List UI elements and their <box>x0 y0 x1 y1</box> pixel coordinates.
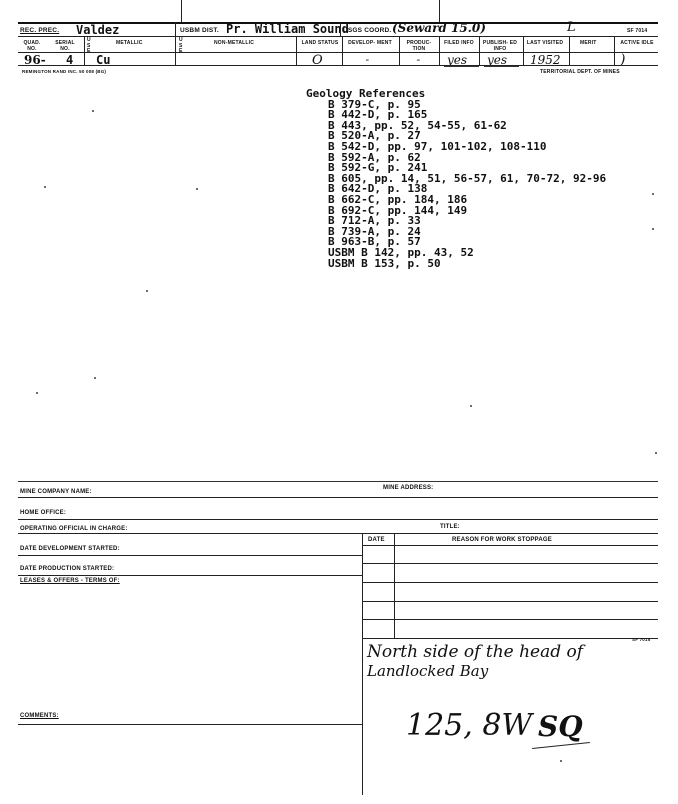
geology-references <box>306 89 606 269</box>
form-number-2: SF 7015 <box>632 637 651 642</box>
date-prod-line <box>18 575 362 576</box>
stoppage-bottom-line <box>362 638 658 639</box>
scan-speck <box>146 290 148 292</box>
scan-speck <box>652 228 654 230</box>
date-col-divider <box>394 533 395 638</box>
reference-item: B 592-G, p. 241 <box>328 161 428 175</box>
header-top-tick-1 <box>181 0 182 22</box>
scan-speck <box>36 392 38 394</box>
reference-item: B 442-D, p. 165 <box>328 108 428 122</box>
date-prod-label: DATE PRODUCTION STARTED: <box>20 566 115 572</box>
location-note-line2: Landlocked Bay <box>367 662 489 680</box>
stoppage-row-4 <box>362 619 658 620</box>
header-col-develop <box>342 36 343 65</box>
lower-mid-divider <box>362 533 363 795</box>
location-note-line1: North side of the head of <box>367 642 584 662</box>
date-dev-line <box>18 555 362 556</box>
header-row-2-line <box>18 52 658 53</box>
scan-speck <box>94 377 96 379</box>
home-office-label: HOME OFFICE: <box>20 510 67 516</box>
header-col-merit <box>569 36 570 65</box>
scan-speck <box>470 405 472 407</box>
last-visited-value: 1952 <box>530 53 561 67</box>
title-label: TITLE: <box>440 524 460 530</box>
usbm-dist-value: Pr. William Sound <box>226 22 349 36</box>
reference-item: B 692-C, pp. 144, 149 <box>328 203 468 217</box>
form-number: SF 7014 <box>627 28 648 34</box>
metallic-label: METALLIC <box>116 40 143 46</box>
usgs-coord-label: USGS COORD. <box>343 27 392 34</box>
usb-letters-1: U S E <box>87 37 91 54</box>
develop-value: - <box>364 53 371 66</box>
filed-info-label: FILED INFO <box>444 40 474 46</box>
handwritten-underline-2 <box>484 66 519 67</box>
bottom-initials: SQ <box>538 710 583 743</box>
header-col-filed <box>439 36 440 65</box>
reference-item: USBM B 142, pp. 43, 52 <box>328 245 474 259</box>
mine-company-label: MINE COMPANY NAME: <box>20 489 92 495</box>
scan-speck <box>196 188 198 190</box>
usgs-coord-value: (Seward 15.0) <box>392 21 486 35</box>
reason-col-label: REASON FOR WORK STOPPAGE <box>452 537 552 543</box>
stoppage-header-line <box>362 545 658 546</box>
scan-speck <box>560 760 562 762</box>
reference-item: B 963-B, p. 57 <box>328 235 421 249</box>
header-top-tick-2 <box>439 0 440 22</box>
comments-line <box>18 724 362 725</box>
header-row-1-line <box>18 36 658 37</box>
quad-no-value: 96- <box>24 53 46 67</box>
reference-item: B 642-D, p. 138 <box>328 182 428 196</box>
reference-item: B 443, pp. 52, 54-55, 61-62 <box>328 118 507 132</box>
stoppage-row-1 <box>362 563 658 564</box>
develop-ment-label: DEVELOP- MENT <box>348 40 392 46</box>
header-col-serial <box>84 36 85 65</box>
header-col-production <box>399 36 400 65</box>
reference-item: B 592-A, p. 62 <box>328 150 421 164</box>
reference-item: B 605, pp. 14, 51, 56-57, 61, 70-72, 92-96 <box>328 171 607 185</box>
date-col-label: DATE <box>368 537 385 543</box>
reference-item: B 662-C, pp. 184, 186 <box>328 192 468 206</box>
leases-label: LEASES & OFFERS - TERMS OF: <box>20 578 120 584</box>
land-status-value: O <box>312 53 323 68</box>
rec-prec-value: Valdez <box>76 23 120 37</box>
rec-prec-label: REC. PREC. <box>20 27 60 34</box>
reference-item: B 379-C, p. 95 <box>328 97 421 111</box>
top-right-mark: L <box>567 20 576 35</box>
metallic-value: Cu <box>96 53 111 67</box>
reference-item: B 542-D, pp. 97, 101-102, 108-110 <box>328 139 547 153</box>
reference-item: B 712-A, p. 33 <box>328 214 421 228</box>
published-value: yes <box>487 53 508 67</box>
produc-tion-label: PRODUC- TION <box>406 40 432 52</box>
non-metallic-label: NON-METALLIC <box>214 40 255 46</box>
active-idle-label: ACTIVE IDLE <box>620 40 654 46</box>
header-div-1 <box>175 22 176 65</box>
header-div-2 <box>340 22 341 36</box>
operating-official-label: OPERATING OFFICIAL IN CHARGE: <box>20 526 128 532</box>
serial-no-value: 4 <box>66 53 74 67</box>
references-title: Geology References <box>306 87 426 100</box>
scan-speck <box>44 186 46 188</box>
handwritten-underline-1 <box>444 66 479 67</box>
scan-speck <box>92 110 94 112</box>
header-col-visited <box>523 36 524 65</box>
bottom-note: 125, 8W <box>406 708 533 743</box>
printer-line: REMINGTON RAND INC. 50 008 (BG) <box>22 69 107 74</box>
publish-ed-info-label: PUBLISH- ED INFO <box>482 40 518 52</box>
land-status-label: LAND STATUS <box>301 40 339 46</box>
home-office-line <box>18 519 658 520</box>
reference-item: B 520-A, p. 27 <box>328 129 421 143</box>
filed-value: yes <box>447 53 468 67</box>
production-value: - <box>415 53 422 66</box>
header-col-land <box>296 36 297 65</box>
quad-no-label: QUAD. NO. <box>23 40 41 52</box>
stoppage-row-3 <box>362 601 658 602</box>
active-idle-value: ) <box>620 52 626 68</box>
lower-top-line <box>18 481 658 482</box>
scan-speck <box>652 193 654 195</box>
scan-speck <box>655 452 657 454</box>
usbm-dist-label: USBM DIST. <box>180 27 219 34</box>
comments-label: COMMENTS: <box>20 713 59 719</box>
merit-label: MERIT <box>580 40 597 46</box>
operating-official-line <box>18 533 658 534</box>
usb-letters-2: U S E <box>179 37 183 54</box>
dept-line: TERRITORIAL DEPT. OF MINES <box>540 69 620 75</box>
header-bottom-line <box>18 65 658 66</box>
reference-item: B 739-A, p. 24 <box>328 224 421 238</box>
header-col-active <box>614 36 615 65</box>
serial-no-label: SERIAL NO. <box>55 40 75 52</box>
last-visited-label: LAST VISITED <box>526 40 564 46</box>
mine-address-label: MINE ADDRESS: <box>383 485 434 491</box>
initials-underline <box>532 742 590 749</box>
date-dev-label: DATE DEVELOPMENT STARTED: <box>20 546 120 552</box>
header-col-published <box>479 36 480 65</box>
reference-item: USBM B 153, p. 50 <box>328 256 441 270</box>
stoppage-row-2 <box>362 582 658 583</box>
mine-company-line <box>18 497 658 498</box>
